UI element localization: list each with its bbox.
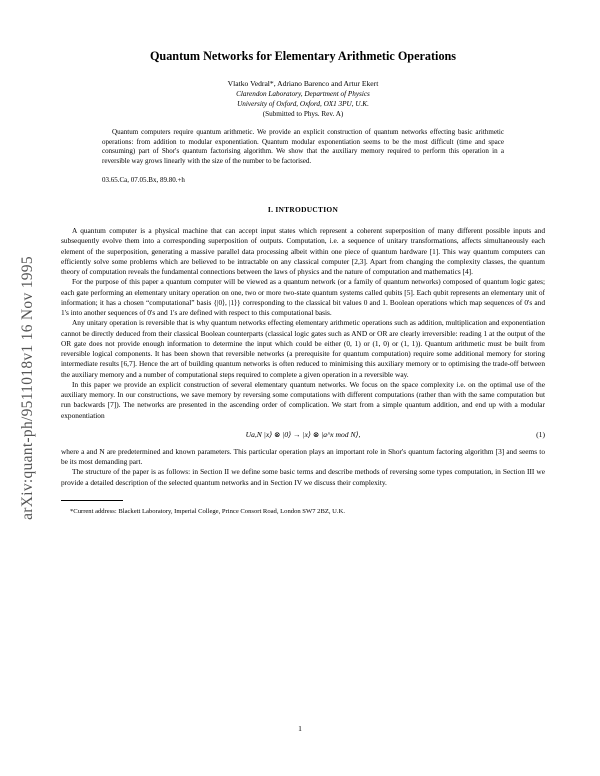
section-body — [61, 226, 545, 488]
submission-note: (Submitted to Phys. Rev. A) — [262, 110, 344, 118]
equation-number: (1) — [536, 429, 545, 439]
arxiv-id: arXiv:quant-ph/9511018v1 16 Nov 1995 — [19, 256, 37, 520]
paragraph: where a and N are predetermined and known parameters. This particular operation plays an important role in Shor's quantum factoring algorithm [3] and seems to be its most demanding part. — [61, 446, 545, 466]
author-list: Vlatko Vedral*, Adriano Barenco and Artur Ekert — [227, 79, 379, 88]
section-heading: I. INTRODUCTION — [267, 205, 339, 214]
paper-title: Quantum Networks for Elementary Arithmetic Operations — [149, 49, 457, 63]
paragraph: A quantum computer is a physical machine that can accept input states which represent a coherent superposition of many different possible inputs and subsequently evolve them into a corresponding superposition of outputs. Computation, i.e. a sequence of unitary transformations, affects simultaneously each element of the superposition, generating a massive parallel data processing albeit within one piece of quantum hardware [1]. This way quantum computers can efficiently solve some problems which are believed to be intractable on any classical computer [2,3]. Apart from changing the complexity classes, the quantum theory of computation reveals the fundamental connections between the laws of physics and the nature of computation and mathematics [4]. — [61, 226, 545, 276]
page-number: 1 — [298, 724, 302, 733]
paragraph: Any unitary operation is reversible that is why quantum networks effecting elementary arithmetic operations such as addition, multiplication and exponentiation cannot be directly deduced from their classical Boolean counterparts (classical logic gates such as AND or OR are clearly irreversible: reading 1 at the output of the OR gate does not provide enough information to determine the input which could be either (0, 1) or (1, 0) or (1, 1)). Quantum arithmetic must be built from reversible logical components. It has been shown that reversible networks (a prerequisite for quantum computation) require some additional memory for storing intermediate results [6,7]. Hence the art of building quantum networks is often reduced to minimising this auxiliary memory or to optimising the trade-off between the auxiliary memory and a number of computational steps required to complete a given operation in a reversible way. — [61, 318, 545, 379]
abstract: Quantum computers require quantum arithmetic. We provide an explicit construction of quantum networks effecting basic arithmetic operations: from addition to modular exponentiation. Quantum modular exponentiation seems to be the most difficult (time and space consuming) part of Shor's quantum factorising algorithm. We show that the auxiliary memory required to perform this operation in a reversible way grows linearly with the size of the number to be factorised. — [102, 128, 504, 165]
arxiv-sidebar-stamp — [12, 198, 44, 578]
paragraph: For the purpose of this paper a quantum computer will be viewed as a quantum network (or a family of quantum networks) composed of quantum logic gates; each gate performing an elementary unitary operation on one, two or more two-state quantum systems called qubits [5]. Each qubit represents an elementary unit of information; it has a chosen “computational” basis {|0⟩, |1⟩} corresponding to the classical bit values 0 and 1. Boolean operations which map sequences of 0's and 1's into another sequences of 0's and 1's are defined with respect to this computational basis. — [61, 277, 545, 317]
equation-1 — [61, 429, 545, 441]
pacs-codes: 03.65.Ca, 07.05.Bx, 89.80.+h — [102, 176, 185, 184]
paragraph: In this paper we provide an explicit construction of several elementary quantum networks. We focus on the space complexity i.e. on the optimal use of the auxiliary memory. In our constructions, we save memory by reversing some computations with different computations (rather than with the same computation but run backwards [7]). The networks are presented in the ascending order of complication. We start from a simple quantum addition, and end up with a modular exponentiation — [61, 379, 545, 420]
paragraph: The structure of the paper is as follows: in Section II we define some basic terms and describe methods of reversing some types computation, in Section III we provide a detailed description of the selected quantum networks and in Section IV we discuss their complexity. — [61, 467, 545, 487]
paper-page — [61, 49, 545, 516]
affiliation-line-1: Clarendon Laboratory, Department of Physics — [236, 90, 370, 98]
affiliation-line-2: University of Oxford, Oxford, OX1 3PU, U.K. — [237, 100, 369, 108]
equation-text: Ua,N |x⟩ ⊗ |0⟩ → |x⟩ ⊗ |a^x mod N⟩, — [245, 429, 361, 439]
footnote: *Current address: Blackett Laboratory, Imperial College, Prince Consort Road, London SW7 2BZ, U.K. — [70, 507, 345, 515]
footnote-rule — [61, 500, 123, 501]
